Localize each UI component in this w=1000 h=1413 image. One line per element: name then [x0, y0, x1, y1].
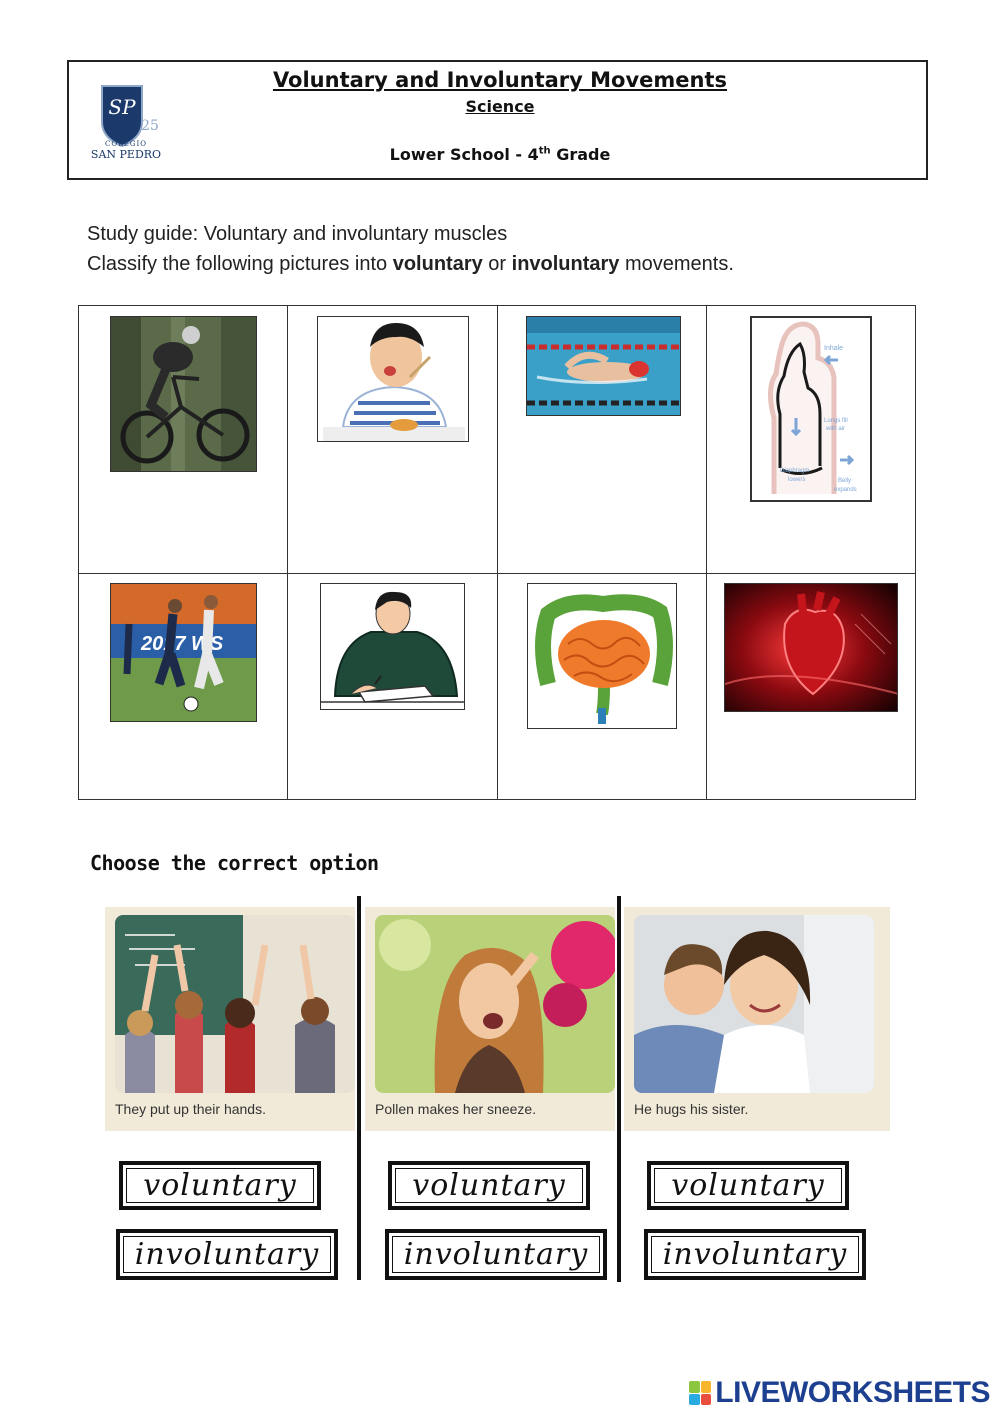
option-voluntary-3[interactable]: [647, 1161, 849, 1210]
sneeze-photo: [375, 915, 615, 1093]
swimming-picture[interactable]: [526, 316, 681, 416]
man-writing-image: [321, 584, 465, 710]
drop-cell-swimming[interactable]: [497, 306, 706, 574]
boy-eating-image: [318, 317, 469, 442]
hug-image: [634, 915, 874, 1093]
cycling-picture[interactable]: [110, 316, 257, 472]
diaphragm-label-2: lowers: [787, 477, 806, 483]
instruction-text-a: Classify the following pictures into: [87, 253, 393, 275]
option-voluntary-2[interactable]: [388, 1161, 590, 1210]
instruction-voluntary: voluntary: [392, 253, 483, 275]
panel-sneeze: [365, 907, 615, 1131]
table-row: [79, 306, 916, 574]
option-label: involuntary: [662, 1237, 848, 1272]
drop-cell-heart[interactable]: [706, 574, 915, 800]
logo-monogram: SP: [108, 95, 136, 119]
drop-cell-intestines[interactable]: [497, 574, 706, 800]
intestines-picture[interactable]: [527, 583, 677, 729]
column-divider: [357, 896, 361, 1280]
grade-suffix: Grade: [550, 145, 611, 164]
grade-label: [200, 145, 800, 164]
subject-label: Science: [465, 97, 535, 116]
writing-picture[interactable]: [320, 583, 465, 710]
drop-cell-eating[interactable]: [288, 306, 497, 574]
sneezing-girl-image: [375, 915, 615, 1093]
breathing-picture[interactable]: [750, 316, 872, 502]
drop-cell-writing[interactable]: [288, 574, 497, 800]
brand-name: LIVEWORKSHEETS: [715, 1376, 990, 1409]
option-label: voluntary: [412, 1168, 566, 1203]
choose-section-title: Choose the correct option: [90, 851, 379, 875]
grade-prefix: Lower School - 4: [389, 145, 539, 164]
option-label: voluntary: [671, 1168, 825, 1203]
option-involuntary-1[interactable]: [116, 1229, 338, 1280]
option-involuntary-2[interactable]: [385, 1229, 607, 1280]
page-title: Voluntary and Involuntary Movements: [272, 68, 728, 92]
liveworksheets-brand[interactable]: [689, 1376, 990, 1410]
option-label: involuntary: [403, 1237, 589, 1272]
grade-superscript: th: [538, 145, 551, 157]
drop-cell-soccer[interactable]: [79, 574, 288, 800]
logo-number: 25: [141, 118, 159, 134]
eating-picture[interactable]: [317, 316, 469, 442]
soccer-image: [111, 584, 257, 722]
liveworksheets-logo-icon: [689, 1381, 711, 1405]
classify-instruction: [87, 253, 734, 276]
option-label: involuntary: [134, 1237, 320, 1272]
soccer-picture[interactable]: [110, 583, 257, 722]
panel-hug: [624, 907, 890, 1131]
panel-caption: He hugs his sister.: [634, 1101, 749, 1117]
lungs-label-2: with air: [825, 426, 845, 432]
inhale-label: Inhale: [823, 345, 843, 352]
column-divider: [617, 896, 621, 1282]
option-label: voluntary: [143, 1168, 297, 1203]
logo-caption: SAN PEDRO: [90, 148, 162, 161]
instruction-involuntary: involuntary: [511, 253, 620, 275]
option-involuntary-3[interactable]: [644, 1229, 866, 1280]
cyclist-image: [111, 317, 257, 472]
drop-cell-breathing[interactable]: [706, 306, 915, 574]
banner-text: 2017 WS: [141, 633, 224, 655]
instruction-text-c: or: [482, 253, 512, 275]
panel-hands: [105, 907, 355, 1131]
table-row: [79, 574, 916, 800]
lungs-label-1: Lungs fill: [823, 418, 848, 424]
hands-up-photo: [115, 915, 355, 1093]
instruction-text-e: movements.: [619, 253, 734, 275]
diaphragm-label-1: Diaphragm: [779, 468, 810, 474]
drop-cell-cycling[interactable]: [79, 306, 288, 574]
panel-caption: Pollen makes her sneeze.: [375, 1101, 537, 1117]
option-voluntary-1[interactable]: [119, 1161, 321, 1210]
belly-label-1: Belly: [837, 478, 851, 484]
belly-label-2: expands: [833, 487, 857, 493]
breathing-diagram: [752, 318, 870, 500]
hug-photo: [634, 915, 874, 1093]
heart-image: [725, 584, 898, 712]
study-guide-line: Study guide: Voluntary and involuntary muscles: [87, 223, 508, 245]
heart-picture[interactable]: [724, 583, 898, 712]
intestines-image: [528, 584, 677, 729]
swimmer-image: [527, 317, 681, 416]
classification-table: [78, 305, 916, 800]
logo-caption-small: COLEGIO: [105, 140, 147, 148]
panel-caption: They put up their hands.: [115, 1101, 266, 1117]
classroom-image: [115, 915, 355, 1093]
